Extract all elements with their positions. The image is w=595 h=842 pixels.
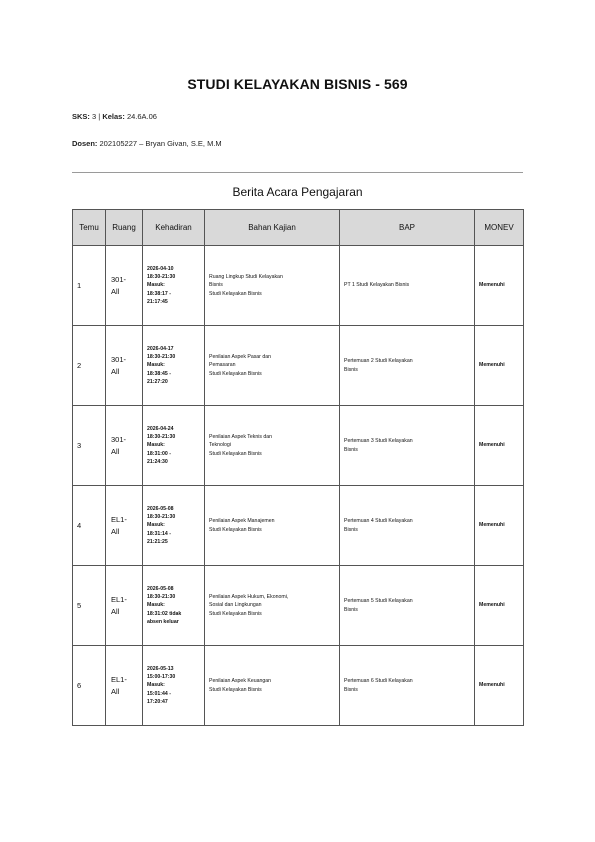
ruang-group: All [111,526,120,536]
bahan-line: Sosial dan Lingkungan [209,602,262,609]
kehadiran-schedule: 18:30-21:30 [147,354,176,361]
kehadiran-label: Masuk: [147,602,165,609]
bap-line: Pertemuan 3 Studi Kelayakan [344,438,413,445]
kehadiran-date: 2026-05-08 [147,586,174,593]
kehadiran-date: 2026-05-08 [147,506,174,513]
table-row [73,406,524,486]
kehadiran-cell [143,486,205,566]
course-meta-line [72,112,157,121]
ruang-cell [106,566,143,646]
bahan-line: Ruang Lingkup Studi Kelayakan [209,274,283,281]
ruang-group: All [111,446,120,456]
bap-cell [340,566,475,646]
meta-separator: | [98,112,101,121]
kehadiran-out: 21:27:20 [147,378,168,385]
kehadiran-in: 18:38:45 - [147,370,171,377]
section-title: Berita Acara Pengajaran [232,185,363,199]
header-bahan-kajian: Bahan Kajian [205,210,340,246]
table-row [73,246,524,326]
sks-label: SKS: [72,112,90,121]
bap-line: Bisnis [344,606,358,613]
header-ruang: Ruang [106,210,143,246]
kehadiran-cell [143,246,205,326]
bap-line: Bisnis [344,446,358,453]
kehadiran-cell [143,406,205,486]
bap-cell [340,486,475,566]
kehadiran-label: Masuk: [147,522,165,529]
kehadiran-out: absen keluar [147,618,179,625]
teaching-report-table [72,209,524,726]
bap-line: PT 1 Studi Kelayakan Bisnis [344,282,410,289]
ruang-cell [106,486,143,566]
bap-cell [340,326,475,406]
ruang-code: 301- [111,274,127,284]
header-temu: Temu [73,210,106,246]
kehadiran-out: 17:20:47 [147,698,168,705]
ruang-group: All [111,686,120,696]
kelas-label: Kelas: [102,112,125,121]
ruang-code: EL1- [111,594,127,604]
kehadiran-date: 2026-04-24 [147,426,174,433]
temu-cell: 5 [73,566,106,646]
kehadiran-label: Masuk: [147,682,165,689]
header-monev: MONEV [475,210,524,246]
bahan-line: Penilaian Aspek Manajemen [209,518,275,525]
bap-line: Pertemuan 4 Studi Kelayakan [344,518,413,525]
monev-cell: Memenuhi [475,406,524,486]
header-bap: BAP [340,210,475,246]
bahan-line: Penilaian Aspek Teknis dan [209,434,273,441]
bap-line: Pertemuan 6 Studi Kelayakan [344,678,413,685]
kehadiran-date: 2026-04-10 [147,266,174,273]
ruang-cell [106,246,143,326]
bahan-line: Penilaian Aspek Hukum, Ekonomi, [209,594,289,601]
table-row [73,486,524,566]
kehadiran-label: Masuk: [147,282,165,289]
dosen-value: 202105227 – Bryan Givan, S.E, M.M [99,139,222,148]
sks-value: 3 [92,112,97,121]
kehadiran-date: 2026-05-13 [147,666,174,673]
kehadiran-label: Masuk: [147,362,165,369]
kehadiran-cell [143,646,205,726]
bahan-kajian-cell [205,486,340,566]
monev-cell: Memenuhi [475,246,524,326]
ruang-group: All [111,366,120,376]
bap-line: Pertemuan 5 Studi Kelayakan [344,598,413,605]
bahan-kajian-cell [205,566,340,646]
kehadiran-in: 15:01:44 - [147,690,171,697]
table-header-row [73,210,524,246]
divider [72,172,523,173]
header-kehadiran: Kehadiran [143,210,205,246]
kehadiran-in: 18:31:00 - [147,450,171,457]
bahan-line: Bisnis [209,282,223,289]
bahan-line: Studi Kelayakan Bisnis [209,370,262,377]
bahan-line: Studi Kelayakan Bisnis [209,610,262,617]
monev-cell: Memenuhi [475,326,524,406]
temu-cell: 1 [73,246,106,326]
kehadiran-schedule: 18:30-21:30 [147,434,176,441]
bahan-kajian-cell [205,406,340,486]
bap-line: Bisnis [344,686,358,693]
bahan-line: Penilaian Aspek Keuangan [209,678,272,685]
course-title: STUDI KELAYAKAN BISNIS - 569 [187,76,408,92]
ruang-cell [106,406,143,486]
bap-line: Bisnis [344,526,358,533]
table-row [73,566,524,646]
table-row [73,646,524,726]
monev-cell: Memenuhi [475,486,524,566]
bap-cell [340,246,475,326]
bap-cell [340,406,475,486]
lecturer-line [72,139,222,148]
bahan-line: Studi Kelayakan Bisnis [209,686,262,693]
ruang-cell [106,646,143,726]
kehadiran-label: Masuk: [147,442,165,449]
table-row [73,326,524,406]
kehadiran-out: 21:24:30 [147,458,168,465]
monev-cell: Memenuhi [475,646,524,726]
kehadiran-in: 18:38:17 - [147,290,171,297]
kehadiran-cell [143,326,205,406]
kehadiran-schedule: 18:30-21:30 [147,594,176,601]
kelas-value: 24.6A.06 [126,112,157,121]
bahan-kajian-cell [205,246,340,326]
ruang-code: 301- [111,434,127,444]
bap-line: Bisnis [344,366,358,373]
kehadiran-out: 21:21:25 [147,538,168,545]
kehadiran-cell [143,566,205,646]
bahan-line: Studi Kelayakan Bisnis [209,526,262,533]
kehadiran-schedule: 18:30-21:30 [147,274,176,281]
ruang-group: All [111,606,120,616]
kehadiran-out: 21:17:45 [147,298,168,305]
temu-cell: 6 [73,646,106,726]
dosen-label: Dosen: [72,139,98,148]
kehadiran-in: 18:31:14 - [147,530,171,537]
temu-cell: 3 [73,406,106,486]
ruang-cell [106,326,143,406]
bahan-line: Teknologi [209,442,231,449]
bap-line: Pertemuan 2 Studi Kelayakan [344,358,413,365]
kehadiran-schedule: 15:00-17:30 [147,674,176,681]
monev-cell: Memenuhi [475,566,524,646]
bahan-line: Studi Kelayakan Bisnis [209,450,262,457]
bahan-line: Pemasaran [209,362,236,369]
kehadiran-schedule: 18:30-21:30 [147,514,176,521]
temu-cell: 2 [73,326,106,406]
ruang-code: EL1- [111,514,127,524]
bahan-kajian-cell [205,646,340,726]
kehadiran-in: 18:31:02 tidak [147,610,182,617]
bahan-kajian-cell [205,326,340,406]
temu-cell: 4 [73,486,106,566]
bahan-line: Studi Kelayakan Bisnis [209,290,262,297]
ruang-group: All [111,286,120,296]
ruang-code: EL1- [111,674,127,684]
bap-cell [340,646,475,726]
ruang-code: 301- [111,354,127,364]
bahan-line: Penilaian Aspek Pasar dan [209,354,272,361]
kehadiran-date: 2026-04-17 [147,346,174,353]
